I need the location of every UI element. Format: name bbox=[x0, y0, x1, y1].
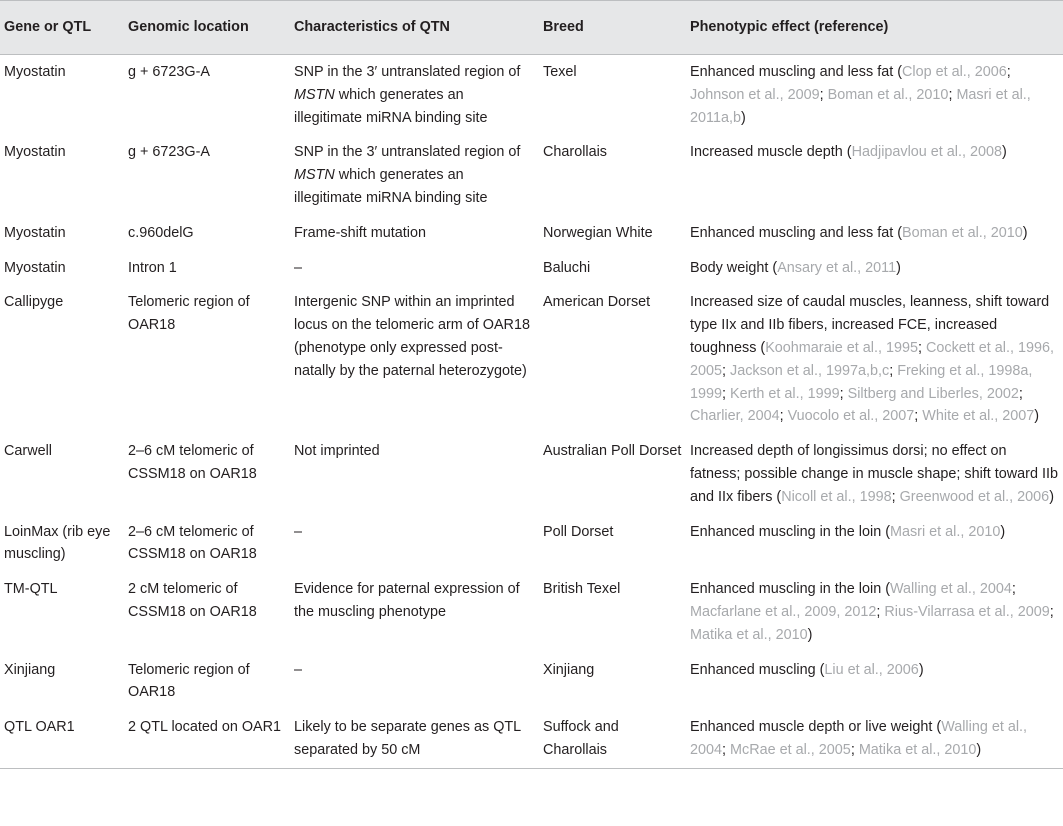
characteristics-text: SNP in the 3′ untranslated region of bbox=[294, 64, 521, 80]
characteristics-cell bbox=[290, 55, 539, 136]
reference-link[interactable]: Greenwood et al., 2006 bbox=[899, 488, 1050, 505]
characteristics-text: Likely to be separate genes as QTL separated by 50 cM bbox=[294, 719, 521, 758]
gene-symbol: MSTN bbox=[294, 86, 335, 103]
header-breed: Breed bbox=[539, 1, 686, 55]
reference-link[interactable]: Hadjipavlou et al., 2008 bbox=[851, 144, 1002, 161]
effect-cell: Enhanced muscling (Liu et al., 2006) bbox=[690, 661, 924, 678]
effect-cell: Enhanced muscle depth or live weight (Walling et al., 2004; McRae et al., 2005; Matika et al., 2010) bbox=[686, 710, 1063, 768]
header-characteristics: Characteristics of QTN bbox=[290, 1, 539, 55]
table-body bbox=[0, 55, 1063, 769]
effect-cell: Increased muscle depth (Hadjipavlou et al., 2008) bbox=[690, 144, 1007, 161]
breed-cell: Australian Poll Dorset bbox=[543, 443, 682, 460]
reference-link[interactable]: White et al., 2007 bbox=[922, 408, 1035, 425]
table-row bbox=[0, 216, 1063, 251]
effect-cell: Enhanced muscling in the loin (Walling et al., 2004; Macfarlane et al., 2009, 2012; Rius-Vilarrasa et al., 2009; Matika et al., 2010) bbox=[690, 581, 1054, 643]
location-cell: Intron 1 bbox=[128, 259, 177, 276]
effect-text: Enhanced muscling and less fat ( bbox=[690, 64, 902, 80]
reference-link[interactable]: Matika et al., 2010 bbox=[858, 741, 977, 758]
characteristics-cell bbox=[290, 216, 539, 251]
table-row bbox=[0, 572, 1063, 652]
gene-cell: QTL OAR1 bbox=[0, 710, 124, 768]
characteristics-cell bbox=[290, 285, 539, 434]
characteristics-cell bbox=[290, 251, 539, 286]
location-cell: g + 6723G-A bbox=[128, 64, 211, 80]
reference-link[interactable]: Jackson et al., 1997a,b,c bbox=[730, 362, 890, 379]
breed-cell: American Dorset bbox=[543, 294, 651, 311]
reference-link[interactable]: Koohmaraie et al., 1995 bbox=[765, 339, 919, 356]
reference-link[interactable]: Johnson et al., 2009 bbox=[690, 86, 820, 103]
reference-link[interactable]: Clop et al., 2006 bbox=[901, 64, 1007, 80]
reference-link[interactable]: Liu et al., 2006 bbox=[824, 661, 919, 678]
gene-cell: Callipyge bbox=[4, 294, 64, 311]
characteristics-cell bbox=[290, 515, 539, 573]
breed-cell: Charollais bbox=[543, 144, 607, 161]
gene-cell: Myostatin bbox=[4, 144, 66, 161]
effect-cell: Increased depth of longissimus dorsi; no effect on fatness; possible change in muscle shape; shift toward IIb and IIx fibers (Nicoll et al., 1998; Greenwood et al., 2006) bbox=[690, 443, 1058, 505]
effect-text: Increased muscle depth ( bbox=[690, 144, 852, 161]
effect-text: Enhanced muscling in the loin ( bbox=[690, 581, 890, 598]
effect-cell: Enhanced muscling in the loin (Masri et al., 2010) bbox=[690, 523, 1006, 540]
characteristics-text: Frame-shift mutation bbox=[294, 224, 426, 241]
effect-text: Enhanced muscling and less fat ( bbox=[690, 224, 902, 241]
gene-cell: Myostatin bbox=[4, 224, 66, 241]
effect-text: Enhanced muscle depth or live weight ( bbox=[690, 719, 942, 736]
gene-cell: LoinMax (rib eye muscling) bbox=[4, 523, 111, 563]
reference-link[interactable]: Kerth et al., 1999 bbox=[730, 385, 840, 402]
gene-cell: TM-QTL bbox=[4, 581, 58, 598]
breed-cell: Baluchi bbox=[543, 259, 591, 276]
effect-cell: Enhanced muscling and less fat (Boman et al., 2010) bbox=[690, 224, 1028, 241]
reference-link[interactable]: Charlier, 2004 bbox=[690, 408, 780, 425]
reference-link[interactable]: Walling et al., 2004 bbox=[890, 581, 1012, 598]
reference-link[interactable]: Cockett et al., 1996, 2005 bbox=[690, 339, 1055, 379]
header-effect: Phenotypic effect (reference) bbox=[686, 1, 1063, 55]
table-row bbox=[0, 135, 1063, 215]
characteristics-text: SNP in the 3′ untranslated region of bbox=[294, 144, 521, 161]
reference-link[interactable]: Vuocolo et al., 2007 bbox=[787, 408, 915, 425]
location-cell: 2 cM telomeric of CSSM18 on OAR18 bbox=[128, 581, 257, 620]
header-row bbox=[0, 1, 1063, 55]
breed-cell: British Texel bbox=[543, 581, 621, 598]
reference-link[interactable]: Matika et al., 2010 bbox=[690, 626, 808, 643]
breed-cell: Texel bbox=[543, 64, 577, 80]
location-cell: 2–6 cM telomeric of CSSM18 on OAR18 bbox=[128, 523, 257, 563]
reference-link[interactable]: Boman et al., 2010 bbox=[827, 86, 949, 103]
table-header bbox=[0, 1, 1063, 55]
header-gene: Gene or QTL bbox=[0, 1, 124, 55]
reference-link[interactable]: Macfarlane et al., 2009, 2012 bbox=[690, 603, 877, 620]
reference-link[interactable]: Ansary et al., 2011 bbox=[777, 259, 897, 276]
characteristics-cell bbox=[290, 135, 539, 215]
characteristics-text-rest: which generates an illegitimate miRNA binding site bbox=[294, 86, 488, 126]
reference-link[interactable]: Siltberg and Liberles, 2002 bbox=[847, 385, 1019, 402]
table-row bbox=[0, 285, 1063, 434]
gene-cell: Carwell bbox=[4, 443, 52, 460]
gene-cell: Xinjiang bbox=[4, 661, 56, 678]
header-location: Genomic location bbox=[124, 1, 290, 55]
gene-symbol: MSTN bbox=[294, 167, 335, 184]
effect-text: Increased depth of longissimus dorsi; no effect on fatness; possible change in muscle shape; shift toward IIb and IIx fibers ( bbox=[690, 443, 1058, 505]
reference-link[interactable]: Boman et al., 2010 bbox=[901, 224, 1023, 241]
reference-link[interactable]: McRae et al., 2005 bbox=[730, 741, 851, 758]
reference-link[interactable]: Masri et al., 2011a,b bbox=[690, 86, 1031, 126]
location-cell: 2 QTL located on OAR1 bbox=[124, 710, 290, 768]
characteristics-text: Intergenic SNP within an imprinted locus on the telomeric arm of OAR18 (phenotype only expressed post-natally by the paternal heterozygote) bbox=[294, 294, 530, 379]
characteristics-text: – bbox=[294, 523, 303, 540]
breed-cell: Poll Dorset bbox=[543, 523, 614, 540]
characteristics-text: Evidence for paternal expression of the muscling phenotype bbox=[294, 581, 520, 620]
reference-link[interactable]: Masri et al., 2010 bbox=[890, 523, 1001, 540]
effect-text: Enhanced muscling in the loin ( bbox=[690, 523, 890, 540]
reference-link[interactable]: Freking et al., 1998a, 1999 bbox=[690, 362, 1033, 402]
location-cell: g + 6723G-A bbox=[128, 144, 211, 161]
reference-link[interactable]: Rius-Vilarrasa et al., 2009 bbox=[884, 603, 1050, 620]
gene-cell: Myostatin bbox=[4, 64, 66, 80]
characteristics-cell bbox=[290, 710, 539, 768]
characteristics-cell bbox=[290, 572, 539, 652]
effect-cell: Body weight (Ansary et al., 2011) bbox=[690, 259, 901, 276]
effect-text: Increased size of caudal muscles, leanness, shift toward type IIx and IIb fibers, increased FCE, increased toughness ( bbox=[690, 294, 1050, 356]
gene-cell: Myostatin bbox=[4, 259, 66, 276]
effect-text: Enhanced muscling ( bbox=[690, 661, 825, 678]
reference-link[interactable]: Walling et al., 2004 bbox=[690, 719, 1028, 758]
effect-cell: Increased size of caudal muscles, leanness, shift toward type IIx and IIb fibers, increased FCE, increased toughness (Koohmaraie et al., 1995; Cockett et al., 1996, 2005; Jackson et al., 1997a,b,c; Freking et al., 1998a, 1999; Kerth et al., 1999; Siltberg and Liberles, 2002; Charlier, 2004; Vuocolo et al., 2007; White et al., 2007) bbox=[690, 294, 1055, 425]
location-cell: 2–6 cM telomeric of CSSM18 on OAR18 bbox=[128, 443, 257, 482]
characteristics-text: – bbox=[294, 661, 303, 678]
characteristics-text: – bbox=[294, 259, 303, 276]
table-row bbox=[0, 55, 1063, 136]
location-cell: Telomeric region of OAR18 bbox=[128, 294, 250, 334]
table-row bbox=[0, 515, 1063, 573]
location-cell: c.960delG bbox=[128, 224, 194, 241]
characteristics-cell bbox=[290, 653, 539, 711]
table-row bbox=[0, 653, 1063, 711]
table-row bbox=[0, 434, 1063, 514]
characteristics-text-rest: which generates an illegitimate miRNA binding site bbox=[294, 167, 488, 206]
characteristics-cell bbox=[290, 434, 539, 514]
reference-link[interactable]: Nicoll et al., 1998 bbox=[781, 488, 892, 505]
breed-cell: Norwegian White bbox=[543, 224, 653, 241]
table-row bbox=[0, 710, 1063, 768]
breed-cell: Xinjiang bbox=[543, 661, 595, 678]
characteristics-text: Not imprinted bbox=[294, 443, 380, 460]
effect-text: Body weight ( bbox=[690, 259, 778, 276]
table-row bbox=[0, 251, 1063, 286]
breed-cell: Suffock and Charollais bbox=[539, 710, 686, 768]
location-cell: Telomeric region of OAR18 bbox=[128, 661, 250, 701]
effect-cell: Enhanced muscling and less fat (Clop et al., 2006; Johnson et al., 2009; Boman et al., 2010; Masri et al., 2011a,b) bbox=[690, 64, 1031, 126]
